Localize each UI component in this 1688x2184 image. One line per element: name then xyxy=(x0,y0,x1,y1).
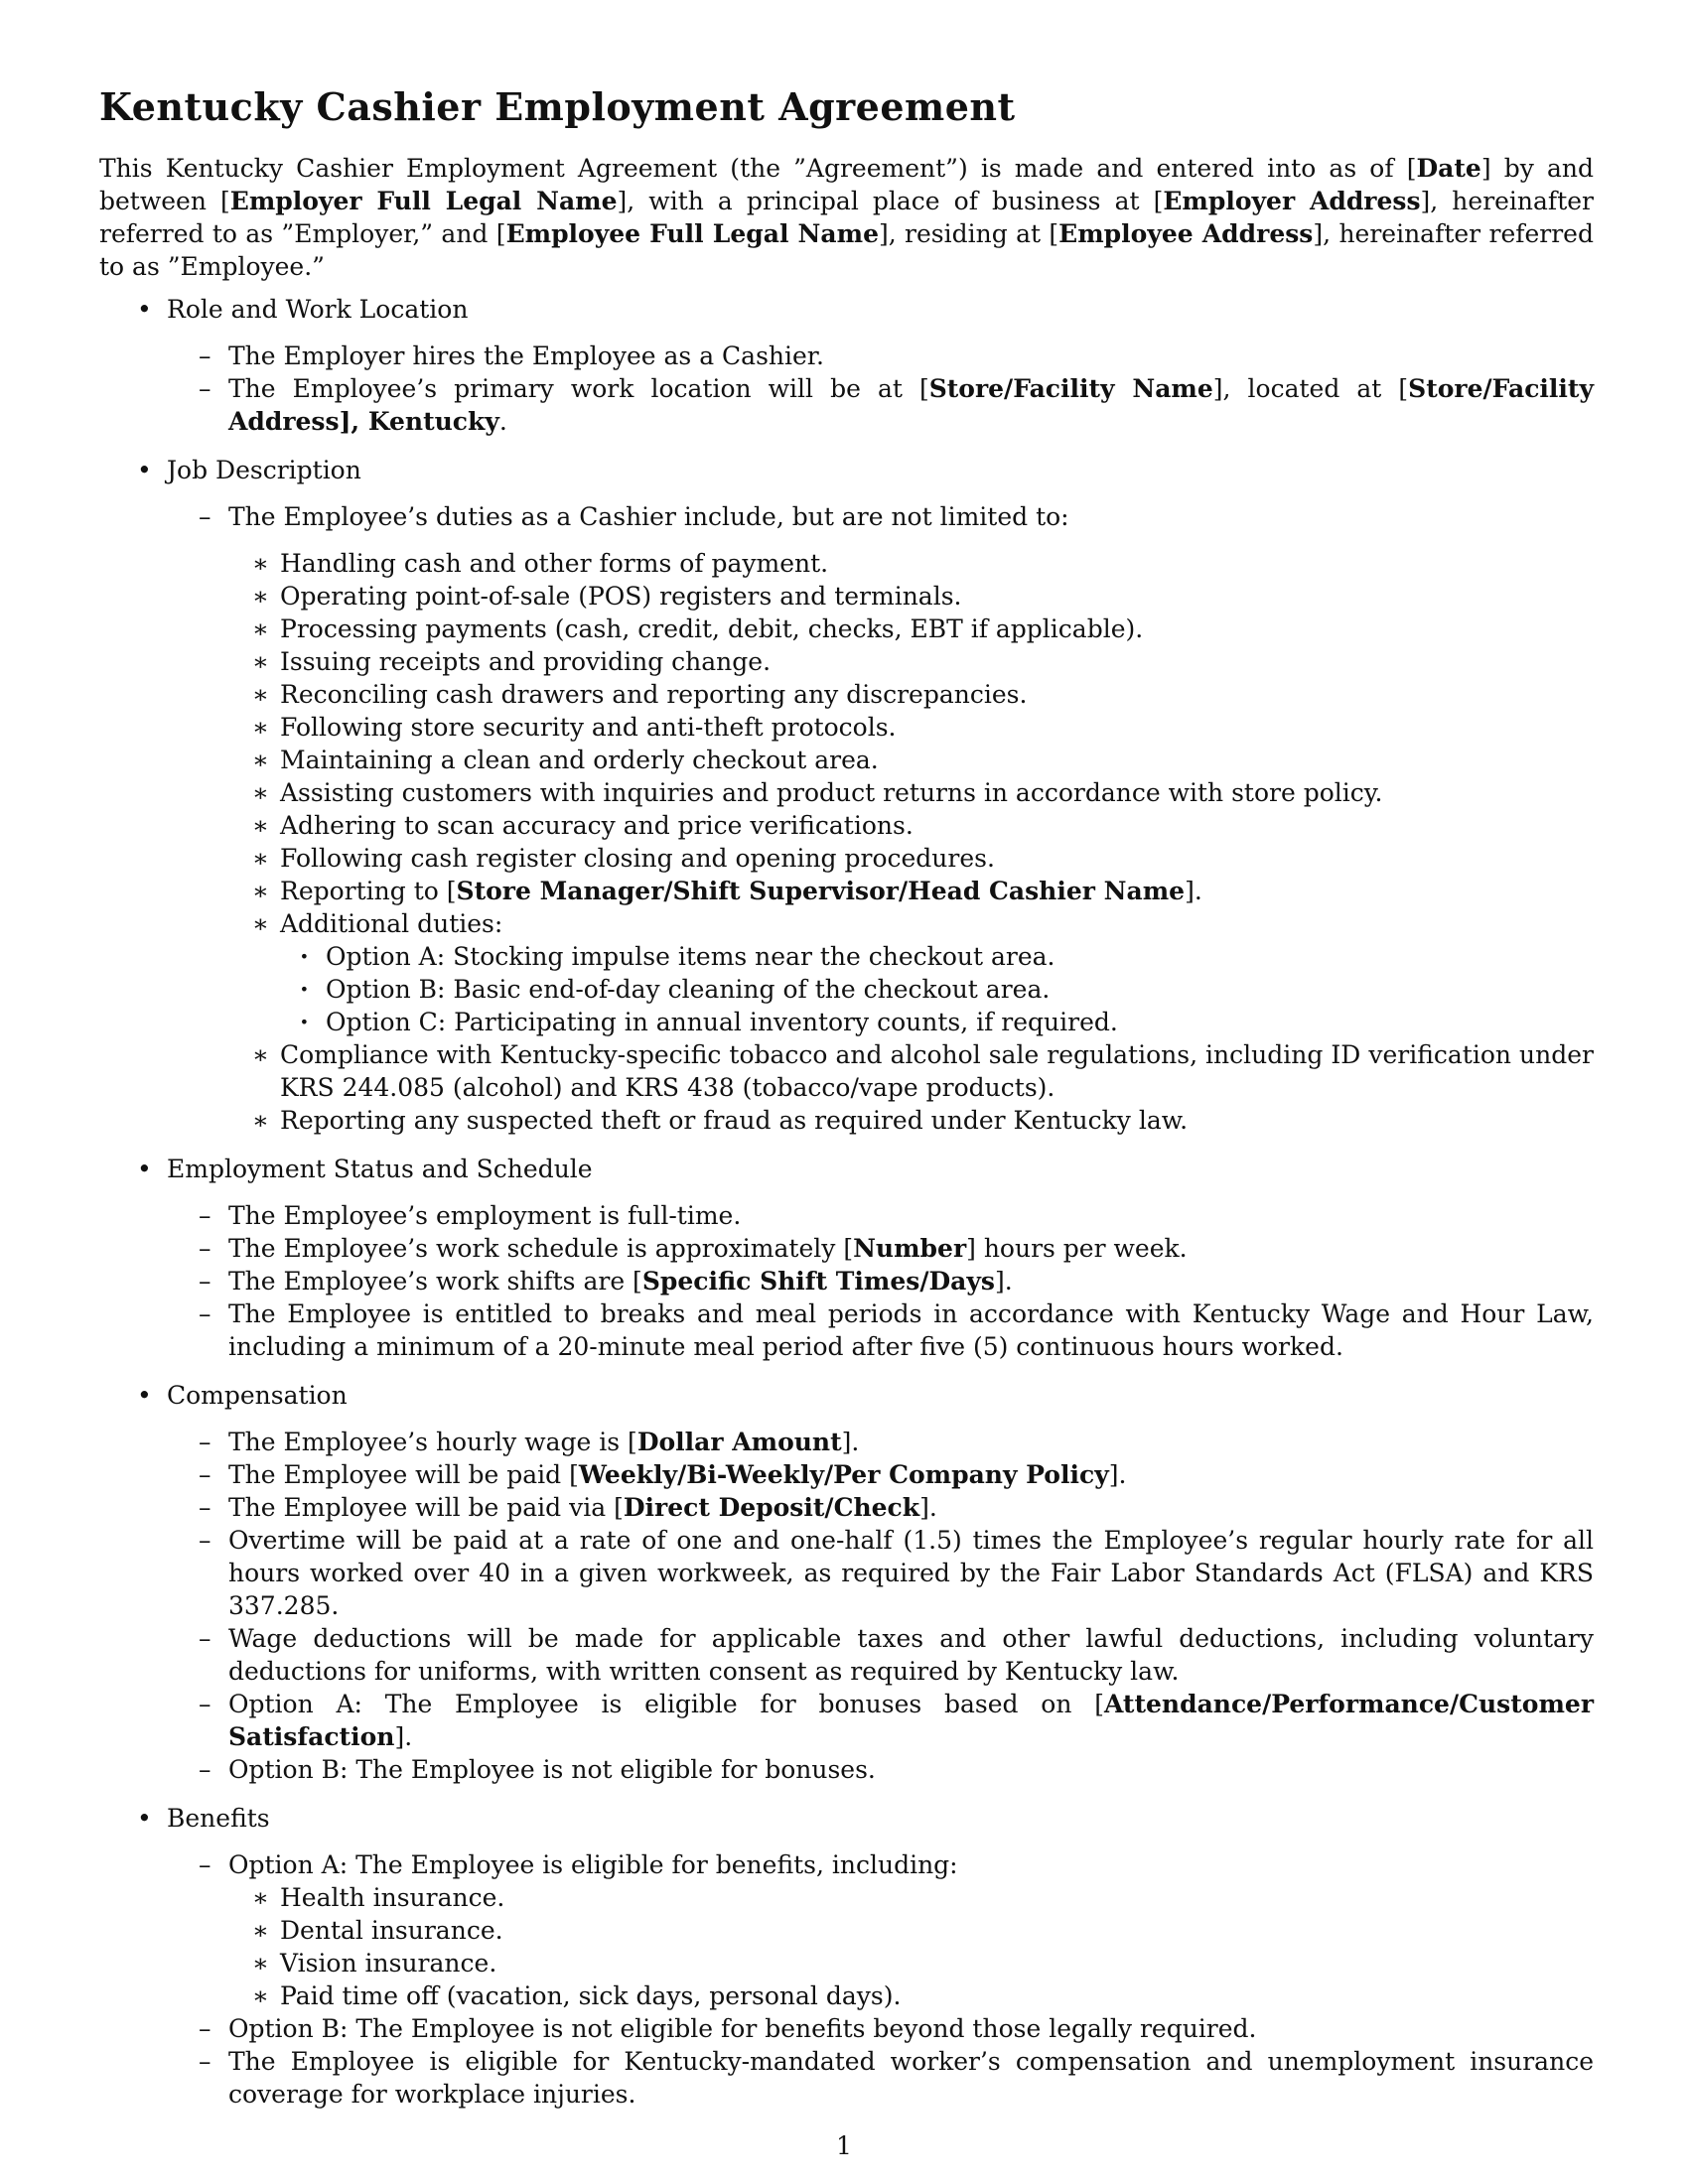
section-item xyxy=(99,293,1594,438)
list-item xyxy=(167,1232,1594,1265)
text-run: The Employee’s work shifts are [ xyxy=(228,1267,642,1296)
clause-list xyxy=(167,500,1594,1137)
text-run: ] hours per week. xyxy=(966,1234,1188,1263)
list-item-text xyxy=(228,2014,1257,2043)
placeholder-field: Employer Address xyxy=(1163,187,1421,215)
clause-list xyxy=(167,1199,1594,1363)
list-item-text xyxy=(280,746,879,774)
list-item xyxy=(228,875,1594,907)
section-title: • Benefits xyxy=(167,1804,270,1833)
text-run: The Employee’s hourly wage is [ xyxy=(228,1428,637,1456)
list-item xyxy=(228,776,1594,809)
text-run: Option B: Basic end-of-day cleaning of the checkout area. xyxy=(326,975,1051,1004)
list-item xyxy=(280,1006,1594,1038)
list-item-text xyxy=(280,614,1143,643)
list-item xyxy=(228,678,1594,711)
text-run: The Employee’s work schedule is approximately [ xyxy=(228,1234,854,1263)
clause-list xyxy=(167,340,1594,438)
text-run: [ xyxy=(1406,154,1417,183)
text-run: Option A: Stocking impulse items near the checkout area. xyxy=(326,942,1055,971)
list-item xyxy=(228,1104,1594,1137)
list-item-text xyxy=(228,1428,859,1456)
list-item xyxy=(228,1979,1594,2012)
list-item-text xyxy=(280,680,1027,709)
placeholder-field: Specific Shift Times/Days xyxy=(641,1267,995,1296)
list-item-text xyxy=(280,811,914,840)
list-item-text xyxy=(228,502,1069,531)
list-item xyxy=(228,744,1594,776)
text-run: Option A: The Employee is eligible for bonuses based on [ xyxy=(228,1690,1104,1718)
list-item-text xyxy=(280,582,962,611)
list-item-text xyxy=(280,1883,504,1912)
list-item xyxy=(167,500,1594,1137)
text-run: Health insurance. xyxy=(280,1883,505,1912)
list-item-text xyxy=(228,374,1594,436)
list-item xyxy=(228,842,1594,875)
list-item xyxy=(167,1753,1594,1786)
text-run: Additional duties: xyxy=(280,909,503,938)
list-item-text xyxy=(228,1234,1188,1263)
list-item xyxy=(167,1848,1594,2012)
text-run: ], residing at xyxy=(878,219,1050,248)
placeholder-field: Number xyxy=(853,1234,967,1263)
text-run: Dental insurance. xyxy=(280,1916,503,1945)
section-item xyxy=(99,1379,1594,1786)
text-run: Paid time off (vacation, sick days, personal days). xyxy=(280,1981,902,2010)
placeholder-field: Store/Facility Address], Kentucky xyxy=(228,374,1594,436)
list-item-text xyxy=(280,1916,503,1945)
list-item xyxy=(167,340,1594,372)
text-run: ]. xyxy=(994,1267,1013,1296)
text-run: ]. xyxy=(1185,877,1202,905)
text-run: ] by and between xyxy=(99,154,1594,215)
list-item xyxy=(280,973,1594,1006)
list-item xyxy=(228,645,1594,678)
placeholder-field: Employer Full Legal Name xyxy=(229,187,618,215)
section-title: • Job Description xyxy=(167,456,361,484)
list-item xyxy=(167,1458,1594,1491)
text-run: Option B: The Employee is not eligible for benefits beyond those legally required. xyxy=(228,2014,1257,2043)
text-run: ]. xyxy=(1108,1460,1127,1489)
document-page xyxy=(99,84,1594,2126)
list-item-text xyxy=(228,1755,876,1784)
section-title: • Compensation xyxy=(167,1381,348,1410)
text-run: [ xyxy=(1153,187,1164,215)
list-item xyxy=(167,372,1594,438)
text-run: ]. xyxy=(919,1493,937,1522)
placeholder-field: Employee Address xyxy=(1058,219,1314,248)
text-run: [ xyxy=(1049,219,1059,248)
text-run: The Employee’s duties as a Cashier include, but are not limited to: xyxy=(228,502,1069,531)
sub-list xyxy=(228,547,1594,1137)
text-run: [ xyxy=(495,219,506,248)
text-run: Handling cash and other forms of payment. xyxy=(280,549,829,578)
section-title: • Role and Work Location xyxy=(167,295,469,324)
list-item-text xyxy=(280,549,828,578)
list-item xyxy=(167,1688,1594,1753)
list-item xyxy=(167,1491,1594,1524)
list-item-text xyxy=(326,975,1050,1004)
sub-list xyxy=(228,1881,1594,2012)
text-run: Wage deductions will be made for applicable taxes and other lawful deductions, including voluntary deductions for uniforms, with written consent as required by Kentucky law. xyxy=(228,1624,1594,1686)
list-item-text xyxy=(228,2047,1594,2109)
list-item-text xyxy=(228,1493,937,1522)
list-item-text xyxy=(228,1201,741,1230)
section-item xyxy=(99,454,1594,1137)
text-run: ]. xyxy=(841,1428,860,1456)
section-item xyxy=(99,1802,1594,2111)
text-run: ], located at [ xyxy=(1212,374,1409,403)
placeholder-field: Direct Deposit/Check xyxy=(623,1493,920,1522)
text-run: Adhering to scan accuracy and price verifications. xyxy=(280,811,914,840)
list-item-text xyxy=(280,909,502,938)
text-run: . xyxy=(498,407,507,436)
list-item xyxy=(228,1038,1594,1104)
placeholder-field: Weekly/Bi-Weekly/Per Company Policy xyxy=(578,1460,1109,1489)
text-run: The Employee will be paid via [ xyxy=(228,1493,624,1522)
list-item xyxy=(167,1199,1594,1232)
text-run: Reconciling cash drawers and reporting any discrepancies. xyxy=(280,680,1028,709)
text-run: Vision insurance. xyxy=(280,1949,497,1978)
list-item-text xyxy=(280,877,1202,905)
section-title: • Employment Status and Schedule xyxy=(167,1155,593,1183)
list-item-text xyxy=(326,942,1055,971)
list-item-text xyxy=(228,1299,1594,1361)
text-run: ], with a principal place of business at xyxy=(617,187,1154,215)
list-item-text xyxy=(280,1949,496,1978)
list-item xyxy=(167,1265,1594,1297)
intro-paragraph xyxy=(99,152,1594,283)
section-list xyxy=(99,293,1594,2111)
text-run: Option B: The Employee is not eligible for bonuses. xyxy=(228,1755,876,1784)
list-item-text xyxy=(280,1040,1594,1102)
list-item xyxy=(228,1881,1594,1914)
text-run: Maintaining a clean and orderly checkout area. xyxy=(280,746,879,774)
text-run: Following store security and anti-theft protocols. xyxy=(280,713,897,742)
list-item-text xyxy=(228,1460,1126,1489)
list-item xyxy=(167,2012,1594,2045)
list-item xyxy=(228,613,1594,645)
text-run: Option C: Participating in annual inventory counts, if required. xyxy=(326,1008,1118,1036)
list-item xyxy=(167,2045,1594,2111)
list-item-text xyxy=(280,713,897,742)
text-run: ], hereinafter referred to as ”Employee.” xyxy=(99,219,1594,281)
list-item-text xyxy=(326,1008,1118,1036)
list-item-text xyxy=(280,647,771,676)
placeholder-field: Store Manager/Shift Supervisor/Head Cashier Name xyxy=(456,877,1186,905)
list-item-text xyxy=(228,1526,1594,1620)
list-item xyxy=(280,940,1594,973)
placeholder-field: Store/Facility Name xyxy=(928,374,1213,403)
list-item xyxy=(167,1524,1594,1622)
list-item xyxy=(228,809,1594,842)
placeholder-field: Date xyxy=(1416,154,1481,183)
text-run: The Employee’s employment is full-time. xyxy=(228,1201,742,1230)
text-run: Operating point-of-sale (POS) registers and terminals. xyxy=(280,582,962,611)
list-item-text xyxy=(280,1981,901,2010)
list-item xyxy=(167,1426,1594,1458)
text-run: Following cash register closing and opening procedures. xyxy=(280,844,995,873)
list-item xyxy=(228,1914,1594,1947)
list-item xyxy=(167,1297,1594,1363)
list-item xyxy=(228,547,1594,580)
list-item-text xyxy=(228,1690,1594,1751)
text-run: [ xyxy=(220,187,230,215)
text-run: Processing payments (cash, credit, debit, checks, EBT if applicable). xyxy=(280,614,1144,643)
text-run: Reporting to [ xyxy=(280,877,457,905)
list-item xyxy=(228,711,1594,744)
list-item-text xyxy=(280,778,1383,807)
placeholder-field: Employee Full Legal Name xyxy=(505,219,879,248)
text-run: Assisting customers with inquiries and product returns in accordance with store policy. xyxy=(280,778,1383,807)
list-item xyxy=(228,580,1594,613)
text-run: The Employee is entitled to breaks and meal periods in accordance with Kentucky Wage and Hour Law, including a minimum of a 20-minute meal period after five (5) continuous hours worked. xyxy=(228,1299,1594,1361)
list-item-text xyxy=(228,1267,1013,1296)
text-run: Compliance with Kentucky-specific tobacco and alcohol sale regulations, including ID verification under KRS 244.085 (alcohol) and KRS 438 (tobacco/vape products). xyxy=(280,1040,1594,1102)
list-item xyxy=(228,1947,1594,1979)
text-run: ]. xyxy=(394,1722,413,1751)
clause-list xyxy=(167,1848,1594,2111)
text-run: Option A: The Employee is eligible for benefits, including: xyxy=(228,1850,958,1879)
text-run: ], hereinafter referred to as ”Employer,” and xyxy=(99,187,1594,248)
section-item xyxy=(99,1153,1594,1363)
text-run: Overtime will be paid at a rate of one and one-half (1.5) times the Employee’s regular hourly rate for all hours worked over 40 in a given workweek, as required by the Fair Labor Standards Act (FLSA) and KRS 337.285. xyxy=(228,1526,1594,1620)
list-item xyxy=(228,907,1594,1038)
text-run: The Employer hires the Employee as a Cashier. xyxy=(228,341,824,370)
list-item-text xyxy=(228,1624,1594,1686)
list-item xyxy=(167,1622,1594,1688)
placeholder-field: Dollar Amount xyxy=(636,1428,842,1456)
placeholder-field: Attendance/Performance/Customer Satisfaction xyxy=(228,1690,1594,1751)
list-item-text xyxy=(228,1850,958,1879)
text-run: The Employee’s primary work location will be at [ xyxy=(228,374,929,403)
document-title: Kentucky Cashier Employment Agreement xyxy=(99,84,1016,129)
text-run: Issuing receipts and providing change. xyxy=(280,647,772,676)
text-run: The Employee is eligible for Kentucky-mandated worker’s compensation and unemployment insurance coverage for workplace injuries. xyxy=(228,2047,1594,2109)
text-run: Reporting any suspected theft or fraud as required under Kentucky law. xyxy=(280,1106,1189,1135)
list-item-text xyxy=(228,341,824,370)
text-run: The Employee will be paid [ xyxy=(228,1460,579,1489)
list-item-text xyxy=(280,844,995,873)
text-run: This Kentucky Cashier Employment Agreement (the ”Agreement”) is made and entered into as of xyxy=(99,154,1407,183)
page-number: 1 xyxy=(836,2131,852,2160)
sub-list xyxy=(280,940,1594,1038)
clause-list xyxy=(167,1426,1594,1786)
list-item-text xyxy=(280,1106,1188,1135)
